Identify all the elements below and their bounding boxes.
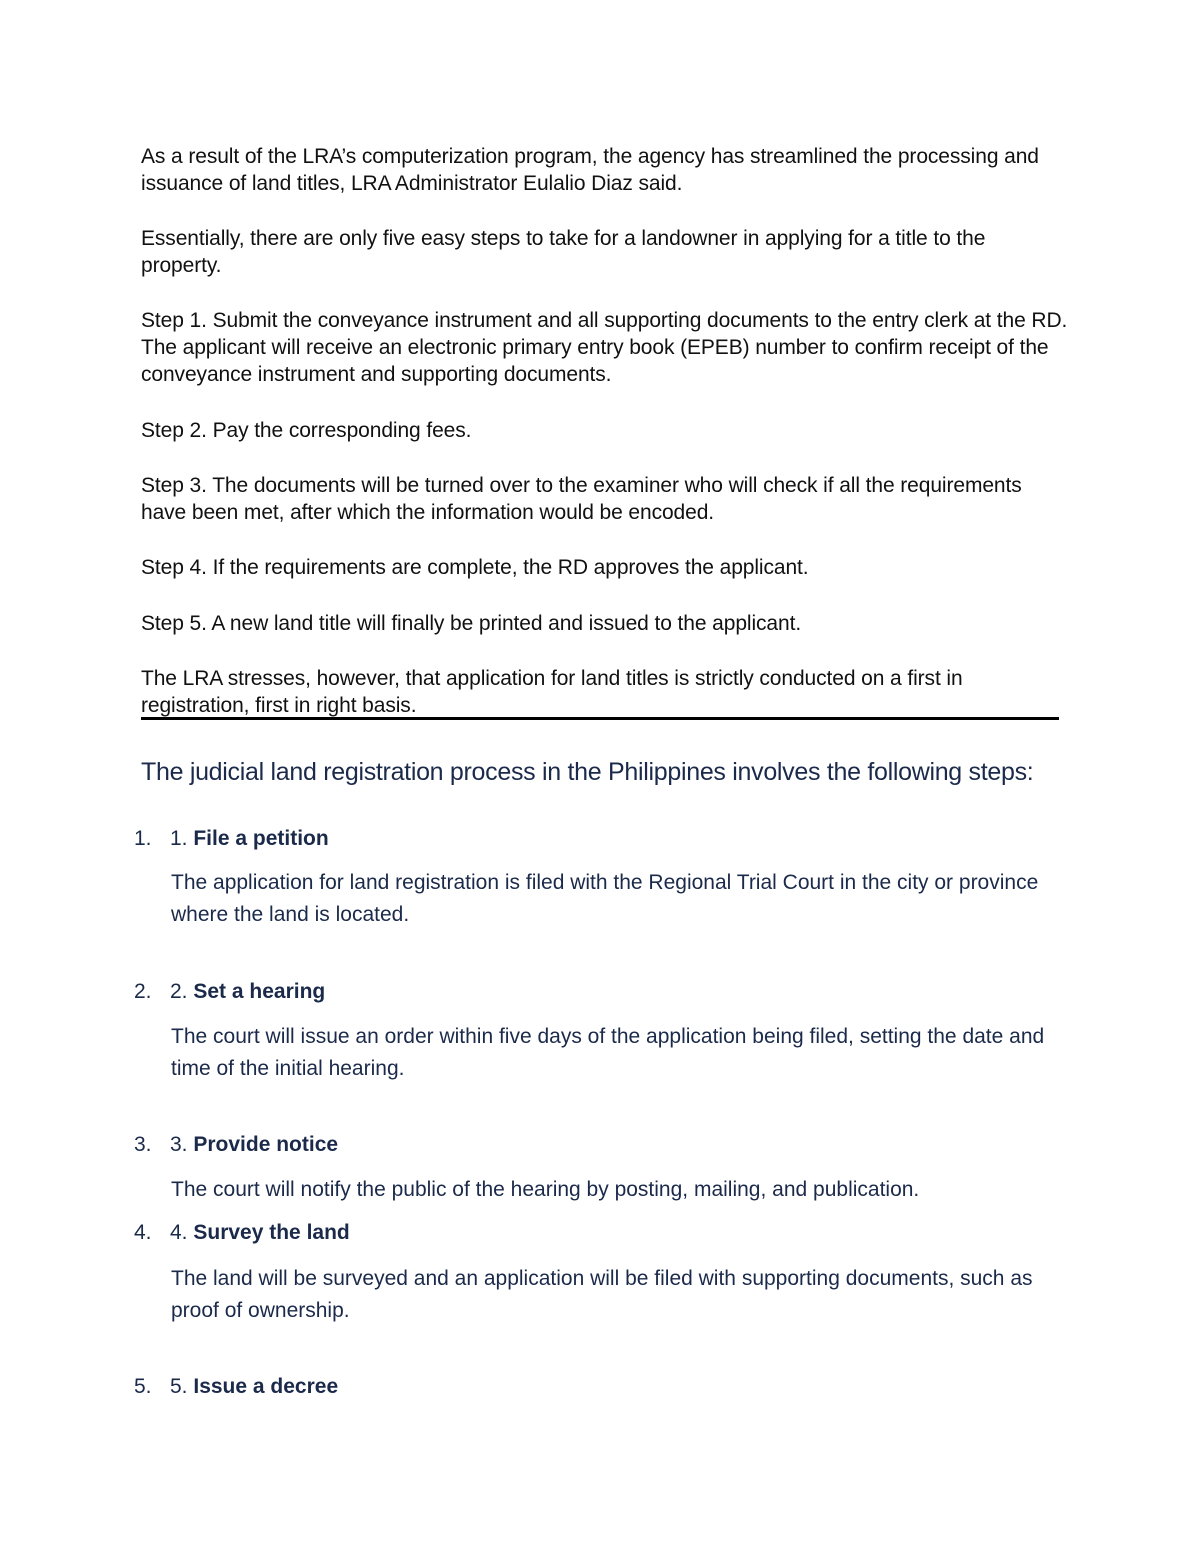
inline-number: 5.	[170, 1375, 188, 1398]
list-number: 1.	[134, 827, 152, 850]
list-number: 5.	[134, 1375, 152, 1398]
step-title: Issue a decree	[193, 1375, 339, 1398]
list-number: 2.	[134, 980, 152, 1003]
list-item-title	[134, 1373, 338, 1401]
step-title: Provide notice	[193, 1133, 339, 1156]
step-description: The application for land registration is filed with the Regional Trial Court in the city or province where the land is located.	[171, 871, 1039, 926]
paragraph-step-1: Step 1. Submit the conveyance instrument and all supporting documents to the entry clerk at the RD. The applicant will receive an electronic primary entry book (EPEB) number to confirm receipt of the conveyance instrument and supporting documents.	[141, 309, 1068, 386]
step-title: File a petition	[193, 827, 329, 850]
list-item-title	[134, 978, 325, 1006]
step-title: Survey the land	[193, 1221, 350, 1244]
step-title: Set a hearing	[193, 980, 326, 1003]
section-heading: The judicial land registration process in the Philippines involves the following steps:	[141, 758, 1034, 786]
list-item-title	[134, 1131, 338, 1159]
step-description: The land will be surveyed and an application will be filed with supporting documents, such as proof of ownership.	[171, 1267, 1033, 1322]
paragraph-lra-intro: As a result of the LRA’s computerization program, the agency has streamlined the processing and issuance of land titles, LRA Administrator Eulalio Diaz said.	[141, 145, 1039, 195]
inline-number: 2.	[170, 980, 188, 1003]
list-number: 3.	[134, 1133, 152, 1156]
inline-number: 3.	[170, 1133, 188, 1156]
horizontal-divider	[141, 717, 1059, 720]
list-item-title	[134, 1219, 350, 1247]
step-description: The court will notify the public of the hearing by posting, mailing, and publication.	[171, 1178, 920, 1201]
step-description: The court will issue an order within five days of the application being filed, setting the date and time of the initial hearing.	[171, 1025, 1045, 1080]
paragraph-lra-stresses: The LRA stresses, however, that application for land titles is strictly conducted on a first in registration, first in right basis.	[141, 667, 963, 717]
paragraph-step-5: Step 5. A new land title will finally be printed and issued to the applicant.	[141, 612, 802, 635]
list-item-title	[134, 825, 329, 853]
list-number: 4.	[134, 1221, 152, 1244]
paragraph-step-3: Step 3. The documents will be turned over to the examiner who will check if all the requirements have been met, after which the information would be encoded.	[141, 474, 1022, 524]
paragraph-five-steps: Essentially, there are only five easy steps to take for a landowner in applying for a title to the property.	[141, 227, 986, 277]
inline-number: 4.	[170, 1221, 188, 1244]
inline-number: 1.	[170, 827, 188, 850]
paragraph-step-2: Step 2. Pay the corresponding fees.	[141, 419, 472, 442]
paragraph-step-4: Step 4. If the requirements are complete, the RD approves the applicant.	[141, 556, 809, 579]
